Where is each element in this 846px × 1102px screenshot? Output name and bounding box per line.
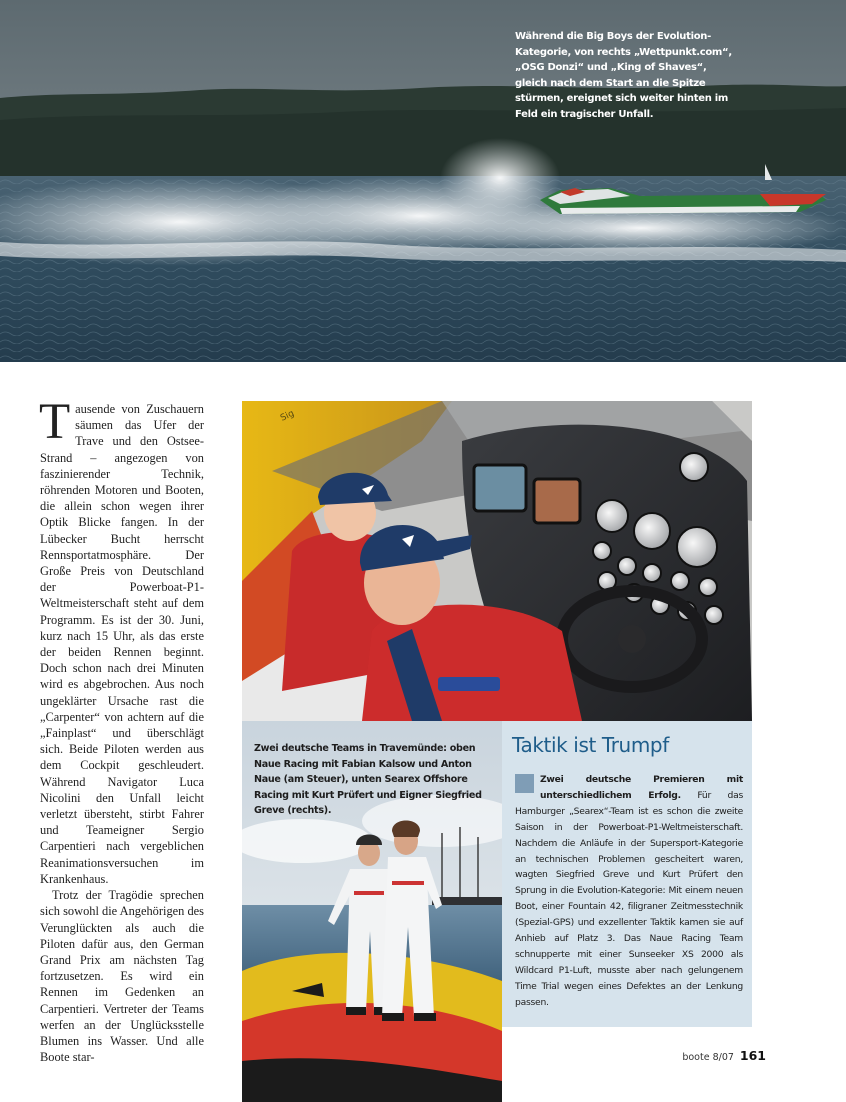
- article-paragraph-1: Tausende von Zuschauern säumen das Ufer der Trave und den Ostsee-Strand – angezogen von faszinierender Technik, röhrenden Motoren und Booten, die allein schon wegen ihrer Optik Blicke fangen. In der Lübecker Bucht herrscht Rennsportatmosphäre. Der Große Preis von Deutschland der Powerboat-P1-Weltmeisterschaft steht auf dem Programm. Es ist der 30. Juni, kurz nach 15 Uhr, als das erste der beiden Rennen beginnt. Doch schon nach drei Minuten wird es abgebrochen. Aus noch ungeklärter Ursache rast die „Carpenter“ von achtern auf die „Fainplast“ und überschlägt sich. Beide Piloten werden aus dem Cockpit geschleudert. Während Navigator Luca Nicolini den Unfall leicht verletzt übersteht, stirbt Fahrer und Teameigner Sergio Carpentieri nach vergeblichen Reanimationsversuchen im Krankenhaus.: [39, 394, 204, 886]
- accent-square-icon: [515, 774, 534, 793]
- article-paragraph-2: Trotz der Tragödie sprechen sich sowohl die Angehörigen des Verunglückten als auch die Piloten dafür aus, den German Grand Prix am nächsten Tag fortzusetzen. Es wird ein Rennen im Gedenken an Carpentieri. Vertreter der Teams werfen an der Unglücksstelle Blumen ins Wasser. Und alle Boote star-: [40, 888, 204, 1065]
- sidebar-box: [502, 721, 752, 1027]
- cockpit-photo: [242, 401, 752, 721]
- page-footer: [682, 1048, 766, 1063]
- pilots-caption: Zwei deutsche Teams in Travemünde: oben Naue Racing mit Fabian Kalsow und Anton Naue (am Steuer), unten Searex Offshore Racing mit Kurt Prüfert und Eigner Siegfried Greve (rechts).: [254, 743, 482, 817]
- sidebar-title: Taktik ist Trumpf: [512, 733, 669, 757]
- pilots-photo: [242, 721, 502, 1102]
- hero-caption: Während die Big Boys der Evolution-Kategorie, von rechts „Wettpunkt.com“, „OSG Donzi“ und „King of Shaves“, gleich nach dem Start an die Spitze stürmen, ereignet sich weiter hinten im Feld ein tragischer Unfall.: [515, 31, 732, 120]
- hero-photo: [0, 0, 846, 362]
- sidebar-text: [515, 772, 743, 1011]
- sidebar-body: Für das Hamburger „Searex“-Team ist es schon die zweite Saison in der Powerboat-P1-Weltmeisterschaft. Nachdem die Anläufe in der Supersport-Kategorie an technischen Problemen gescheitert waren, wagten Siegfried Greve und Kurt Prüfert den Sprung in die Evolution-Kategorie: Mit einem neuen Boot, einer Fountain 42, filigraner Zeitmesstechnik (Spezial-GPS) und exzellenter Taktik kamen sie auf Anhieb auf Platz 3. Das Naue Racing Team schnupperte mit einer Sunseeker XS 2000 als Wildcard P1-Luft, musste aber nach gelungenem Time Trial wegen eines Defektes an der Lenkung passen.: [515, 789, 743, 1008]
- drop-cap: T: [39, 394, 71, 450]
- magazine-issue: boote 8/07: [682, 1052, 734, 1063]
- sidebar-lead: Zwei deutsche Premieren mit unterschiedlichem Erfolg.: [540, 774, 743, 801]
- svg-text:Sig: Sig: [279, 408, 296, 424]
- page-number: 161: [739, 1048, 766, 1063]
- article-body: [39, 394, 204, 1065]
- cockpit-image: [242, 401, 752, 721]
